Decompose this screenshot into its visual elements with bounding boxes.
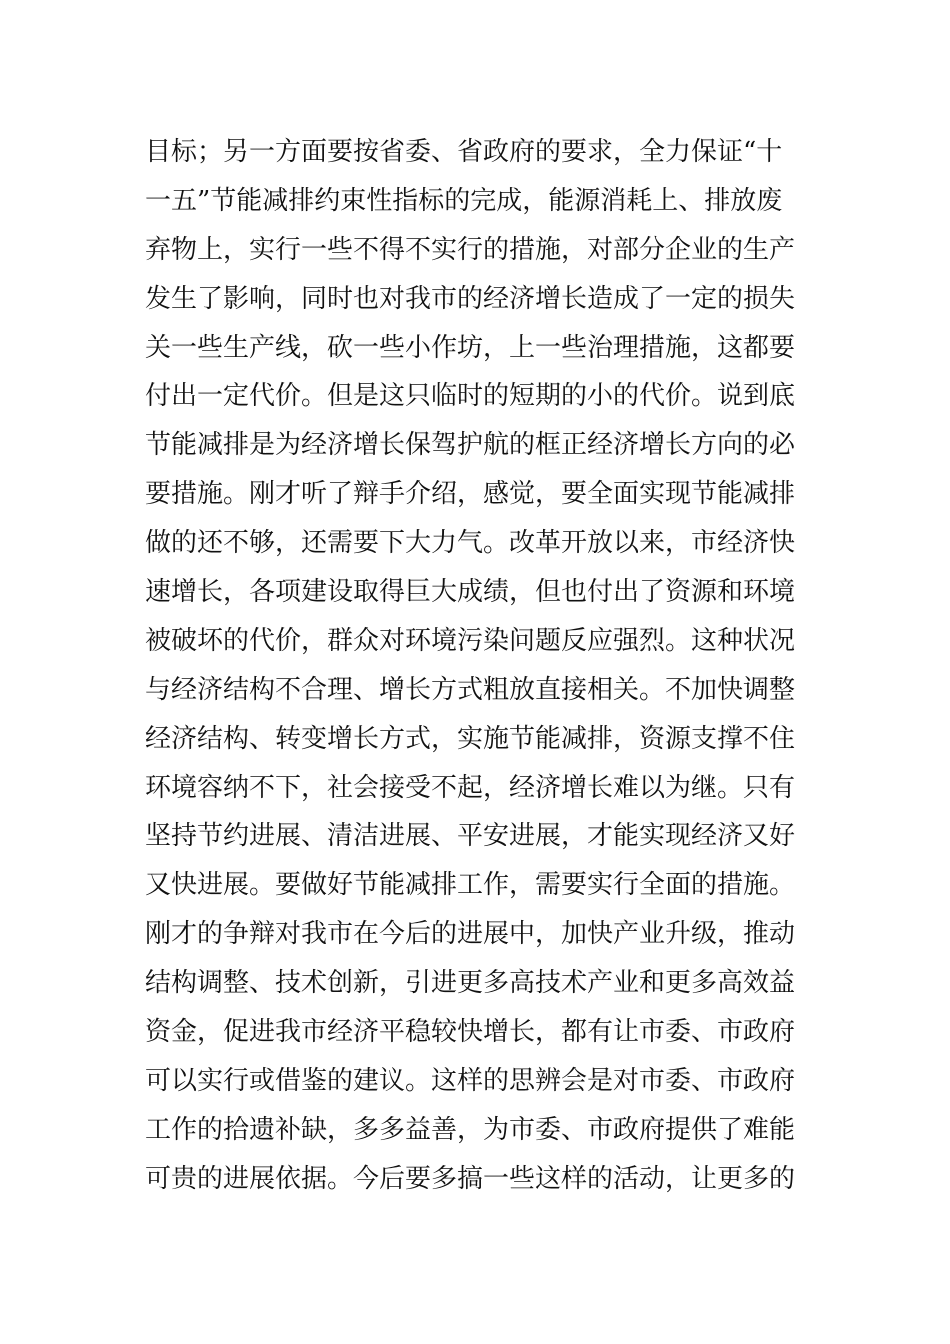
text-line: 一五”节能减排约束性指标的完成，能源消耗上、排放废 bbox=[145, 185, 783, 216]
text-line: 资金，促进我市经济平稳较快增长，都有让市委、市政府 bbox=[145, 1017, 796, 1048]
text-line: 做的还不够，还需要下大力气。改革开放以来，市经济快 bbox=[145, 528, 796, 559]
text-line: 目标；另一方面要按省委、省政府的要求，全力保证“十 bbox=[145, 137, 783, 167]
body-text bbox=[145, 128, 815, 1204]
text-line: 关一些生产线，砍一些小作坊，上一些治理措施，这都要 bbox=[145, 332, 796, 363]
text-line: 被破坏的代价，群众对环境污染问题反应强烈。这种状况 bbox=[145, 625, 796, 656]
text-line: 弃物上，实行一些不得不实行的措施，对部分企业的生产 bbox=[145, 234, 796, 265]
text-line: 刚才的争辩对我市在今后的进展中，加快产业升级，推动 bbox=[145, 919, 796, 950]
text-line: 速增长，各项建设取得巨大成绩，但也付出了资源和环境 bbox=[145, 577, 796, 608]
text-line: 又快进展。要做好节能减排工作，需要实行全面的措施。 bbox=[145, 870, 796, 901]
text-line: 发生了影响，同时也对我市的经济增长造成了一定的损失 bbox=[145, 283, 796, 314]
text-line: 付出一定代价。但是这只临时的短期的小的代价。说到底 bbox=[145, 381, 796, 412]
text-line: 经济结构、转变增长方式，实施节能减排，资源支撑不住 bbox=[145, 723, 796, 754]
text-line: 要措施。刚才听了辩手介绍，感觉，要全面实现节能减排 bbox=[145, 479, 796, 510]
text-line: 环境容纳不下，社会接受不起，经济增长难以为继。只有 bbox=[145, 772, 796, 803]
text-line: 可以实行或借鉴的建议。这样的思辨会是对市委、市政府 bbox=[145, 1065, 796, 1096]
text-line: 可贵的进展依据。今后要多搞一些这样的活动，让更多的 bbox=[145, 1163, 796, 1194]
text-line: 与经济结构不合理、增长方式粗放直接相关。不加快调整 bbox=[145, 674, 796, 705]
text-line: 结构调整、技术创新，引进更多高技术产业和更多高效益 bbox=[145, 968, 796, 999]
text-line: 节能减排是为经济增长保驾护航的框正经济增长方向的必 bbox=[145, 430, 796, 461]
text-line: 坚持节约进展、清洁进展、平安进展，才能实现经济又好 bbox=[145, 821, 796, 852]
text-line: 工作的拾遗补缺，多多益善，为市委、市政府提供了难能 bbox=[145, 1114, 796, 1145]
